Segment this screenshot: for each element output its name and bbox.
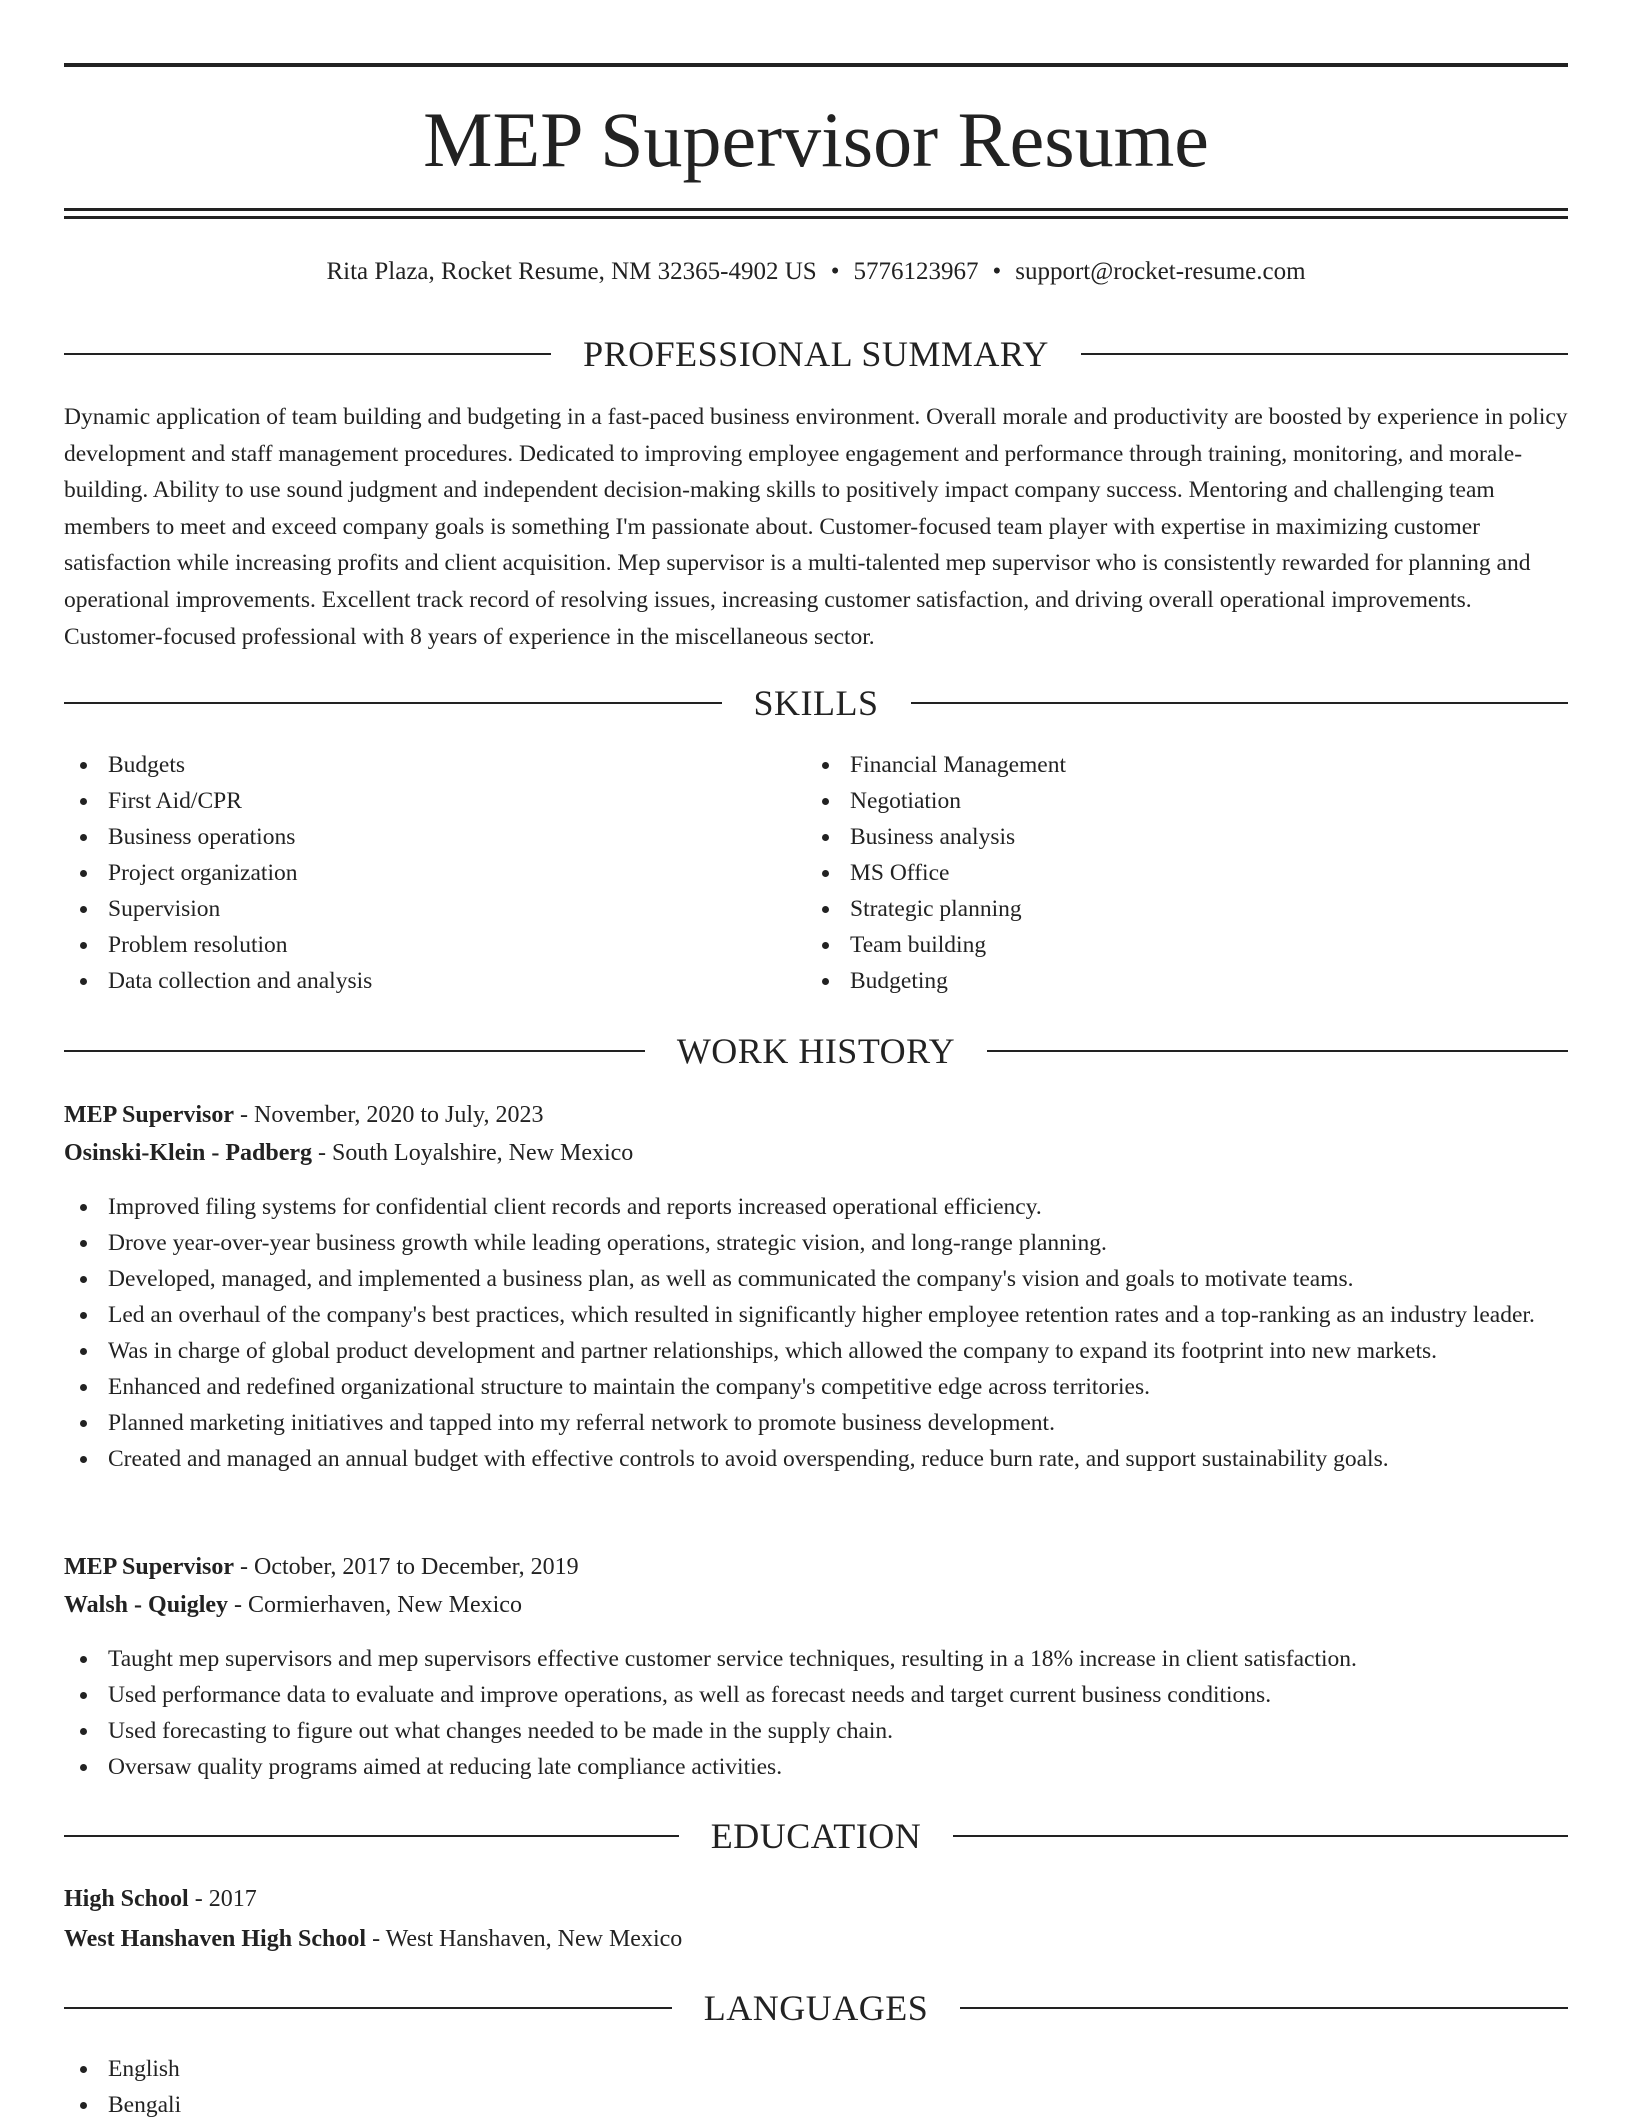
heading-rule [64, 1835, 679, 1837]
job-duty-item: Enhanced and redefined organizational structure to maintain the company's competitive edge across territories. [64, 1369, 1568, 1405]
job-duty-item: Taught mep supervisors and mep supervisors effective customer service techniques, resulting in a 18% increase in client satisfaction. [64, 1641, 1568, 1677]
job-location: - Cormierhaven, New Mexico [228, 1592, 522, 1618]
education-school: West Hanshaven High School [64, 1926, 367, 1952]
heading-rule [64, 353, 551, 355]
languages-list [64, 2051, 1568, 2123]
skill-item: Business operations [64, 819, 764, 855]
skill-item: Team building [806, 927, 1506, 963]
contact-phone: 5776123967 [853, 258, 979, 285]
resume-title: MEP Supervisor Resume [423, 96, 1209, 183]
skills-list-left [64, 747, 764, 999]
job-duty-item: Planned marketing initiatives and tapped into my referral network to promote business development. [64, 1405, 1568, 1441]
section-heading-languages [64, 1986, 1568, 2030]
skill-item: Business analysis [806, 819, 1506, 855]
job-duty-item: Created and managed an annual budget with effective controls to avoid overspending, reduce burn rate, and support sustainability goals. [64, 1441, 1568, 1477]
job-duty-item: Used forecasting to figure out what changes needed to be made in the supply chain. [64, 1713, 1568, 1749]
contact-line [64, 254, 1568, 290]
contact-separator: • [992, 258, 1002, 285]
job-duty-item: Oversaw quality programs aimed at reducing late compliance activities. [64, 1749, 1568, 1785]
skill-item: Project organization [64, 855, 764, 891]
heading-rule [64, 702, 722, 704]
job-employer-line [64, 1135, 1568, 1171]
section-heading-education [64, 1814, 1568, 1858]
heading-rule [1081, 353, 1568, 355]
job-duty-item: Used performance data to evaluate and improve operations, as well as forecast needs and target current business conditions. [64, 1677, 1568, 1713]
skill-item: Data collection and analysis [64, 963, 764, 999]
education-degree-line [64, 1881, 1568, 1917]
contact-address: Rita Plaza, Rocket Resume, NM 32365-4902 US [326, 258, 817, 285]
contact-separator: • [830, 258, 840, 285]
heading-rule [911, 702, 1569, 704]
section-heading-summary [64, 332, 1568, 376]
language-item: English [64, 2051, 1568, 2087]
job-dates: - November, 2020 to July, 2023 [234, 1102, 544, 1128]
skill-item: Budgets [64, 747, 764, 783]
job-location: - South Loyalshire, New Mexico [312, 1140, 634, 1166]
section-title: SKILLS [753, 683, 879, 723]
education-school-line [64, 1921, 1568, 1957]
job-duties-list [64, 1189, 1568, 1477]
heading-rule [960, 2007, 1568, 2009]
heading-rule [64, 2007, 672, 2009]
heading-rule [987, 1050, 1568, 1052]
job-duty-item: Improved filing systems for confidential client records and reports increased operational efficiency. [64, 1189, 1568, 1225]
section-title: LANGUAGES [703, 1988, 929, 2028]
section-title: EDUCATION [710, 1816, 922, 1856]
job-duty-item: Drove year-over-year business growth while leading operations, strategic vision, and long-range planning. [64, 1225, 1568, 1261]
skill-item: First Aid/CPR [64, 783, 764, 819]
skill-item: Financial Management [806, 747, 1506, 783]
header-bottom-rule [64, 208, 1568, 211]
skill-item: Strategic planning [806, 891, 1506, 927]
job-title-line [64, 1097, 1568, 1133]
section-heading-work-history [64, 1029, 1568, 1073]
language-item: Bengali [64, 2087, 1568, 2123]
education-year: - 2017 [188, 1886, 257, 1912]
job-employer: Walsh - Quigley [64, 1592, 229, 1618]
skill-item: Negotiation [806, 783, 1506, 819]
summary-text: Dynamic application of team building and budgeting in a fast-paced business environment. Overall morale and productivity are boosted by experience in policy development and staff management procedures. Dedicated to improving employee engagement and performance through training, monitoring, and morale-building. Ability to use sound judgment and independent decision-making skills to positively impact company success. Mentoring and challenging team members to meet and exceed company goals is something I'm passionate about. Customer-focused team player with expertise in maximizing customer satisfaction while increasing profits and client acquisition. Mep supervisor is a multi-talented mep supervisor who is consistently rewarded for planning and operational improvements. Excellent track record of resolving issues, increasing customer satisfaction, and driving overall operational improvements. Customer-focused professional with 8 years of experience in the miscellaneous sector. [64, 404, 1568, 650]
job-duty-item: Was in charge of global product development and partner relationships, which allowed the company to expand its footprint into new markets. [64, 1333, 1568, 1369]
job-employer-line [64, 1587, 1568, 1623]
job-title: MEP Supervisor [64, 1102, 235, 1128]
heading-rule [64, 1050, 645, 1052]
skill-item: MS Office [806, 855, 1506, 891]
header-top-rule [64, 63, 1568, 67]
section-title: WORK HISTORY [676, 1031, 956, 1071]
education-degree: High School [64, 1886, 189, 1912]
job-title: MEP Supervisor [64, 1554, 235, 1580]
contact-email: support@rocket-resume.com [1015, 258, 1306, 285]
heading-rule [953, 1835, 1568, 1837]
job-title-line [64, 1549, 1568, 1585]
skill-item: Problem resolution [64, 927, 764, 963]
skills-list-right [806, 747, 1506, 999]
section-title: PROFESSIONAL SUMMARY [583, 334, 1049, 374]
job-duty-item: Led an overhaul of the company's best practices, which resulted in significantly higher employee retention rates and a top-ranking as an industry leader. [64, 1297, 1568, 1333]
job-employer: Osinski-Klein - Padberg [64, 1140, 313, 1166]
job-duties-list [64, 1641, 1568, 1785]
education-location: - West Hanshaven, New Mexico [366, 1926, 683, 1952]
header-bottom-rule-double [64, 216, 1568, 219]
skill-item: Supervision [64, 891, 764, 927]
job-duty-item: Developed, managed, and implemented a business plan, as well as communicated the company's vision and goals to motivate teams. [64, 1261, 1568, 1297]
section-heading-skills [64, 681, 1568, 725]
skill-item: Budgeting [806, 963, 1506, 999]
job-dates: - October, 2017 to December, 2019 [234, 1554, 579, 1580]
